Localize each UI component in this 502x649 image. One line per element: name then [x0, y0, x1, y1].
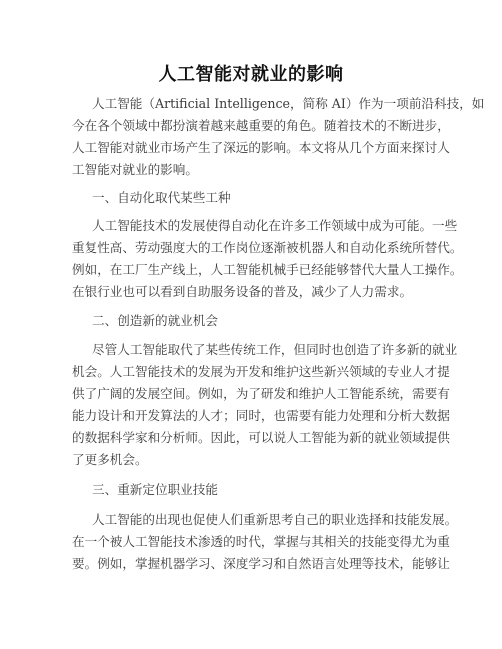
- paragraph-line: 人工智能的出现也促使人们重新思考自己的职业选择和技能发展。: [92, 512, 458, 527]
- paragraph-line: 重复性高、劳动强度大的工作岗位逐渐被机器人和自动化系统所替代。: [72, 240, 463, 255]
- paragraph-line: 人工智能对就业市场产生了深远的影响。本文将从几个方面来探讨人: [72, 140, 450, 155]
- paragraph-line: 人工智能技术的发展使得自动化在许多工作领域中成为可能。一些: [92, 218, 458, 233]
- section-heading: 二、创造新的就业机会: [92, 313, 218, 328]
- paragraph-line: 要。例如，掌握机器学习、深度学习和自然语言处理等技术，能够让: [72, 556, 450, 571]
- paragraph-line: 例如，在工厂生产线上，人工智能机械手已经能够替代大量人工操作。: [72, 262, 463, 277]
- paragraph-line: 工智能对就业的影响。: [72, 162, 198, 177]
- section-heading: 一、自动化取代某些工种: [92, 190, 231, 205]
- document-title: 人工智能对就业的影响: [158, 64, 344, 85]
- paragraph-line: 能力设计和开发算法的人才；同时，也需要有能力处理和分析大数据: [72, 408, 450, 423]
- paragraph-line: 在银行业也可以看到自助服务设备的普及，减少了人力需求。: [72, 284, 413, 299]
- paragraph-line: 供了广阔的发展空间。例如，为了研发和维护人工智能系统，需要有: [72, 386, 450, 401]
- paragraph-line: 尽管人工智能取代了某些传统工作，但同时也创造了许多新的就业: [92, 342, 458, 357]
- paragraph-line: 机会。人工智能技术的发展为开发和维护这些新兴领域的专业人才提: [72, 364, 450, 379]
- paragraph-line: 的数据科学家和分析师。因此，可以说人工智能为新的就业领域提供: [72, 430, 450, 445]
- section-heading: 三、重新定位职业技能: [92, 482, 218, 497]
- paragraph-line: 在一个被人工智能技术渗透的时代，掌握与其相关的技能变得尤为重: [72, 534, 450, 549]
- paragraph-line: 今在各个领域中都扮演着越来越重要的角色。随着技术的不断进步，: [72, 118, 450, 133]
- paragraph-line: 了更多机会。: [72, 452, 148, 467]
- paragraph-line: 人工智能（Artificial Intelligence，简称 AI）作为一项前沿科技，如: [92, 96, 485, 111]
